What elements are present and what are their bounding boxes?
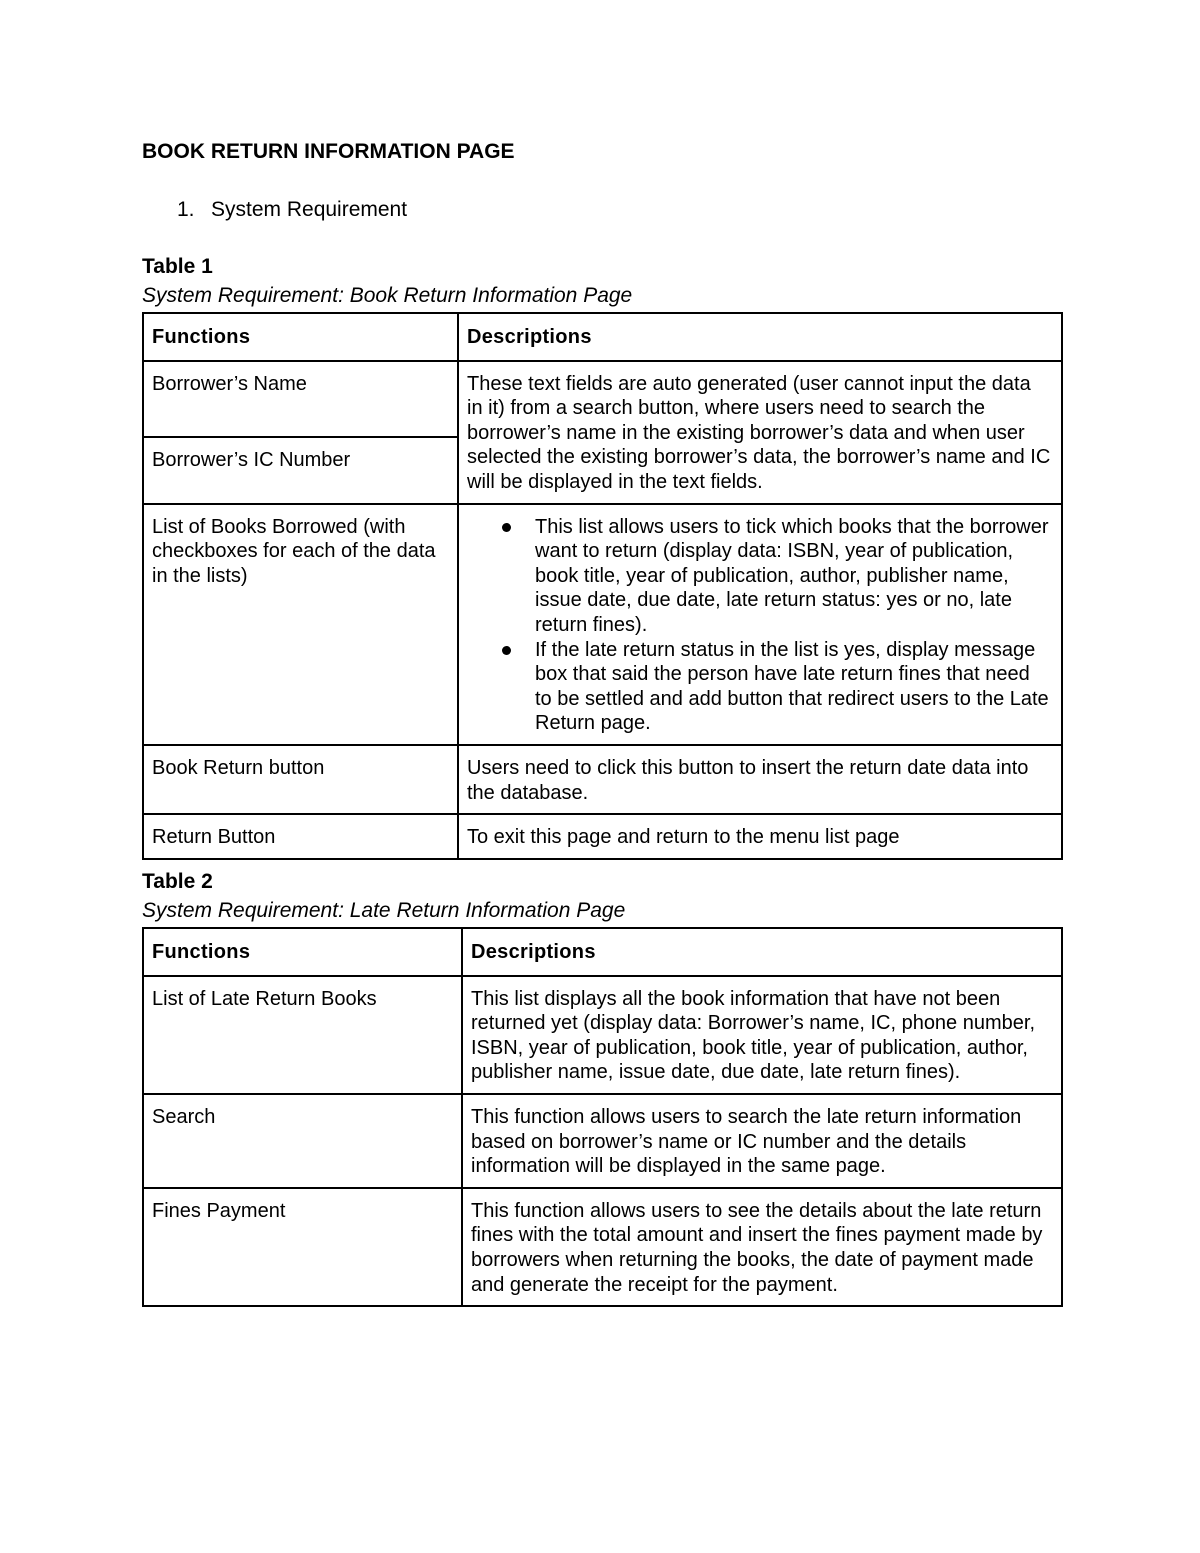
section-heading bbox=[177, 198, 407, 222]
function-cell: Borrower’s IC Number bbox=[143, 437, 458, 504]
description-cell bbox=[458, 504, 1062, 745]
table-row bbox=[143, 504, 1062, 745]
description-cell: Users need to click this button to insert the return date data into the database. bbox=[458, 745, 1062, 814]
function-cell: Book Return button bbox=[143, 745, 458, 814]
function-cell: Search bbox=[143, 1094, 462, 1188]
description-cell: These text fields are auto generated (user cannot input the data in it) from a search button, where users need to search the borrower’s name in the existing borrower’s data and when user selected the existing borrower’s data, the borrower’s name and IC will be displayed in the text fields. bbox=[458, 361, 1062, 504]
section-number: 1. bbox=[177, 198, 195, 221]
description-cell: This list displays all the book information that have not been returned yet (display data: Borrower’s name, IC, phone number, ISBN, year of publication, book title, year of publication, author, publisher name, issue date, due date, late return fines). bbox=[462, 976, 1062, 1094]
table-header-row bbox=[143, 928, 1062, 976]
bullet-list bbox=[467, 515, 1051, 736]
table2-caption: System Requirement: Late Return Information Page bbox=[142, 899, 626, 922]
function-cell: Fines Payment bbox=[143, 1188, 462, 1306]
description-cell: This function allows users to search the late return information based on borrower’s name or IC number and the details information will be displayed in the same page. bbox=[462, 1094, 1062, 1188]
table-row bbox=[143, 814, 1062, 859]
header-functions: Functions bbox=[143, 313, 458, 361]
table-row bbox=[143, 361, 1062, 437]
table-row bbox=[143, 1094, 1062, 1188]
table-header-row bbox=[143, 313, 1062, 361]
section-title: System Requirement bbox=[211, 198, 408, 221]
function-cell: Borrower’s Name bbox=[143, 361, 458, 437]
function-cell: Return Button bbox=[143, 814, 458, 859]
table2-label: Table 2 bbox=[142, 870, 213, 893]
header-functions: Functions bbox=[143, 928, 462, 976]
header-descriptions: Descriptions bbox=[462, 928, 1062, 976]
table2 bbox=[142, 927, 1063, 1307]
page-title: BOOK RETURN INFORMATION PAGE bbox=[142, 140, 515, 163]
description-cell: This function allows users to see the details about the late return fines with the total amount and insert the fines payment made by borrowers when returning the books, the date of payment made and generate the receipt for the payment. bbox=[462, 1188, 1062, 1306]
list-item: This list allows users to tick which books that the borrower want to return (display data: ISBN, year of publication, book title, year of publication, author, publisher name, issue date, due date, late return status: yes or no, late return fines). bbox=[535, 515, 1051, 638]
table1 bbox=[142, 312, 1063, 860]
header-descriptions: Descriptions bbox=[458, 313, 1062, 361]
description-cell: To exit this page and return to the menu list page bbox=[458, 814, 1062, 859]
function-cell: List of Late Return Books bbox=[143, 976, 462, 1094]
table1-label: Table 1 bbox=[142, 255, 213, 278]
table-row bbox=[143, 976, 1062, 1094]
table1-caption: System Requirement: Book Return Information Page bbox=[142, 284, 633, 307]
function-cell: List of Books Borrowed (with checkboxes for each of the data in the lists) bbox=[143, 504, 458, 745]
table-row bbox=[143, 745, 1062, 814]
table-row bbox=[143, 1188, 1062, 1306]
list-item: If the late return status in the list is yes, display message box that said the person have late return fines that need to be settled and add button that redirect users to the Late Return page. bbox=[535, 638, 1051, 736]
